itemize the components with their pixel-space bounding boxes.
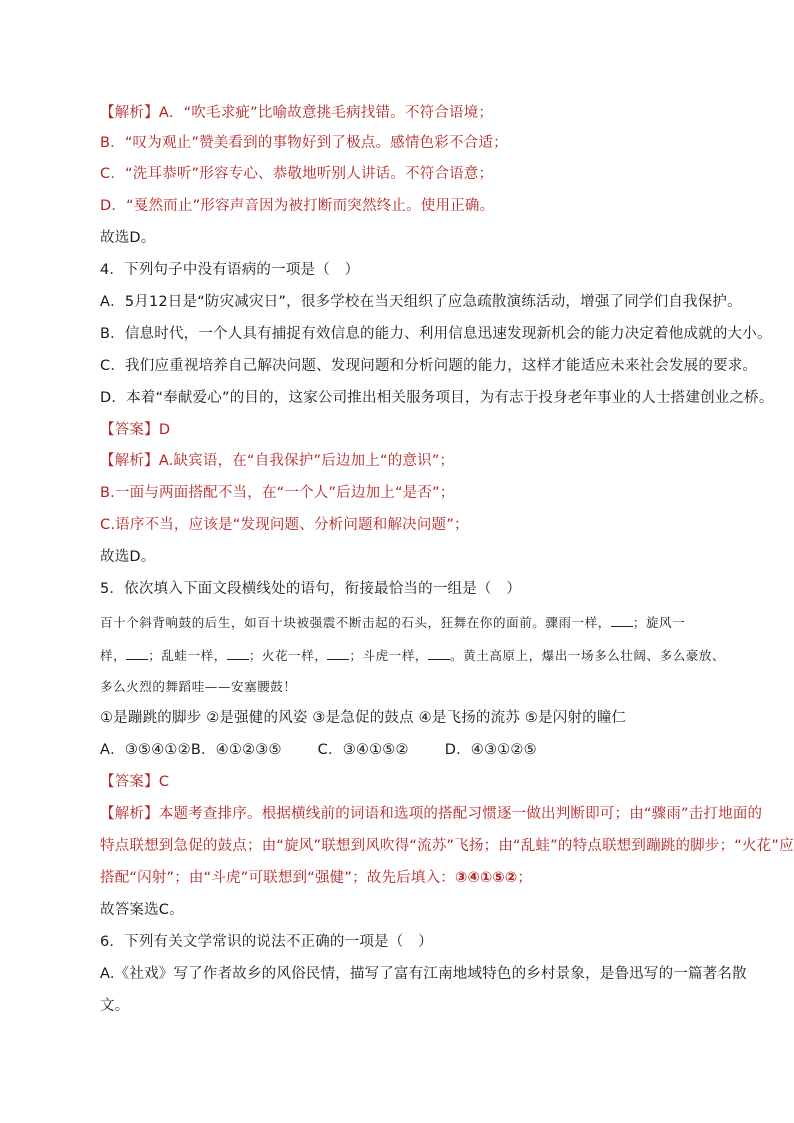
q6-stem: 6．下列有关文学常识的说法不正确的一项是（ ） [100,934,433,950]
blank-2 [126,645,148,660]
q4-option-a: A．5月12日是“防灾减灾日”，很多学校在当天组织了应急疏散演练活动，增强了同学们自我保护。 [100,294,742,310]
q3-analysis-b: B．“叹为观止”赞美看到的事物好到了极点。感情色彩不合适； [100,135,508,151]
q5-option-c: C．③④①⑤② [317,742,409,758]
q5-option-b: B．④①②③⑤ [190,742,282,758]
q5-conclusion: 故答案选C。 [100,902,184,918]
q5-passage-line-2: 样， ；乱蛙一样， ；火花一样， ；斗虎一样， 。黄土高原上，爆出一场多么壮阔、多么豪放、 [100,645,700,666]
q4-analysis-1: 【解析】A.缺宾语，在“自我保护”后边加上“的意识”； [100,453,455,469]
q4-option-b: B．信息时代，一个人具有捕捉有效信息的能力、利用信息迅速发现新机会的能力决定着他成就的大小。 [100,326,772,342]
q4-option-d: D．本着“奉献爱心”的目的，这家公司推出相关服务项目，为有志于投身老年事业的人士搭建创业之桥。 [100,390,774,406]
q4-conclusion: 故选D。 [100,549,156,565]
q5-passage-line-1: 百十个斜背响鼓的后生，如百十块被强震不断击起的石头，狂舞在你的面前。骤雨一样， ；旋风一 [100,612,700,633]
q5-passage-line-3: 多么火烈的舞蹈哇——安塞腰鼓！ [100,679,297,694]
q3-analysis-c: C．“洗耳恭听”形容专心、恭敬地听别人讲话。不符合语意； [100,166,494,182]
q5-stem: 5．依次填入下面文段横线处的语句，衔接最恰当的一组是（ ） [100,581,522,597]
q4-analysis-3: C.语序不当，应该是“发现问题、分析问题和解决问题”； [100,517,469,533]
q5-analysis-3: 搭配“闪射”；由“斗虎”可联想到“强健”；故先后填入：③④①⑤②； [100,870,533,886]
q5-options [100,740,537,760]
q5-analysis-1: 【解析】本题考查排序。根据横线前的词语和选项的搭配习惯逐一做出判断即可；由“骤雨”击打地面的 [100,806,763,822]
q3-analysis-a: 【解析】A．“吹毛求疵”比喻故意挑毛病找错。不符合语境； [100,105,494,121]
q5-answer: 【答案】C [100,774,170,790]
blank-3 [227,645,249,660]
q4-answer: 【答案】D [100,422,171,438]
blank-4 [327,645,349,660]
q3-analysis-d: D．“戛然而止”形容声音因为被打断而突然终止。使用正确。 [100,198,495,214]
q6-option-a-line-1: A.《社戏》写了作者故乡的风俗民情，描写了富有江南地域特色的乡村景象，是鲁迅写的一篇著名散 [100,966,747,982]
q4-analysis-2: B.一面与两面搭配不当，在“一个人”后边加上“是否”； [100,485,455,501]
blank-5 [428,645,450,660]
q5-choices: ①是蹦跳的脚步 ②是强健的风姿 ③是急促的鼓点 ④是飞扬的流苏 ⑤是闪射的瞳仁 [100,710,627,726]
q5-option-a: A．③⑤④①② [100,742,191,758]
q6-option-a-line-2: 文。 [100,998,130,1014]
blank-1 [611,612,633,627]
q5-analysis-2: 特点联想到急促的鼓点；由“旋风”联想到风吹得“流苏”飞扬；由“乱蛙”的特点联想到蹦跳的脚步；“火花”应 [100,838,794,854]
q5-option-d: D．④③①②⑤ [444,742,537,758]
q4-option-c: C．我们应重视培养自己解决问题、发现问题和分析问题的能力，这样才能适应未来社会发展的要求。 [100,358,758,374]
q3-conclusion: 故选D。 [100,230,156,246]
q4-stem: 4．下列句子中没有语病的一项是（ ） [100,262,360,278]
